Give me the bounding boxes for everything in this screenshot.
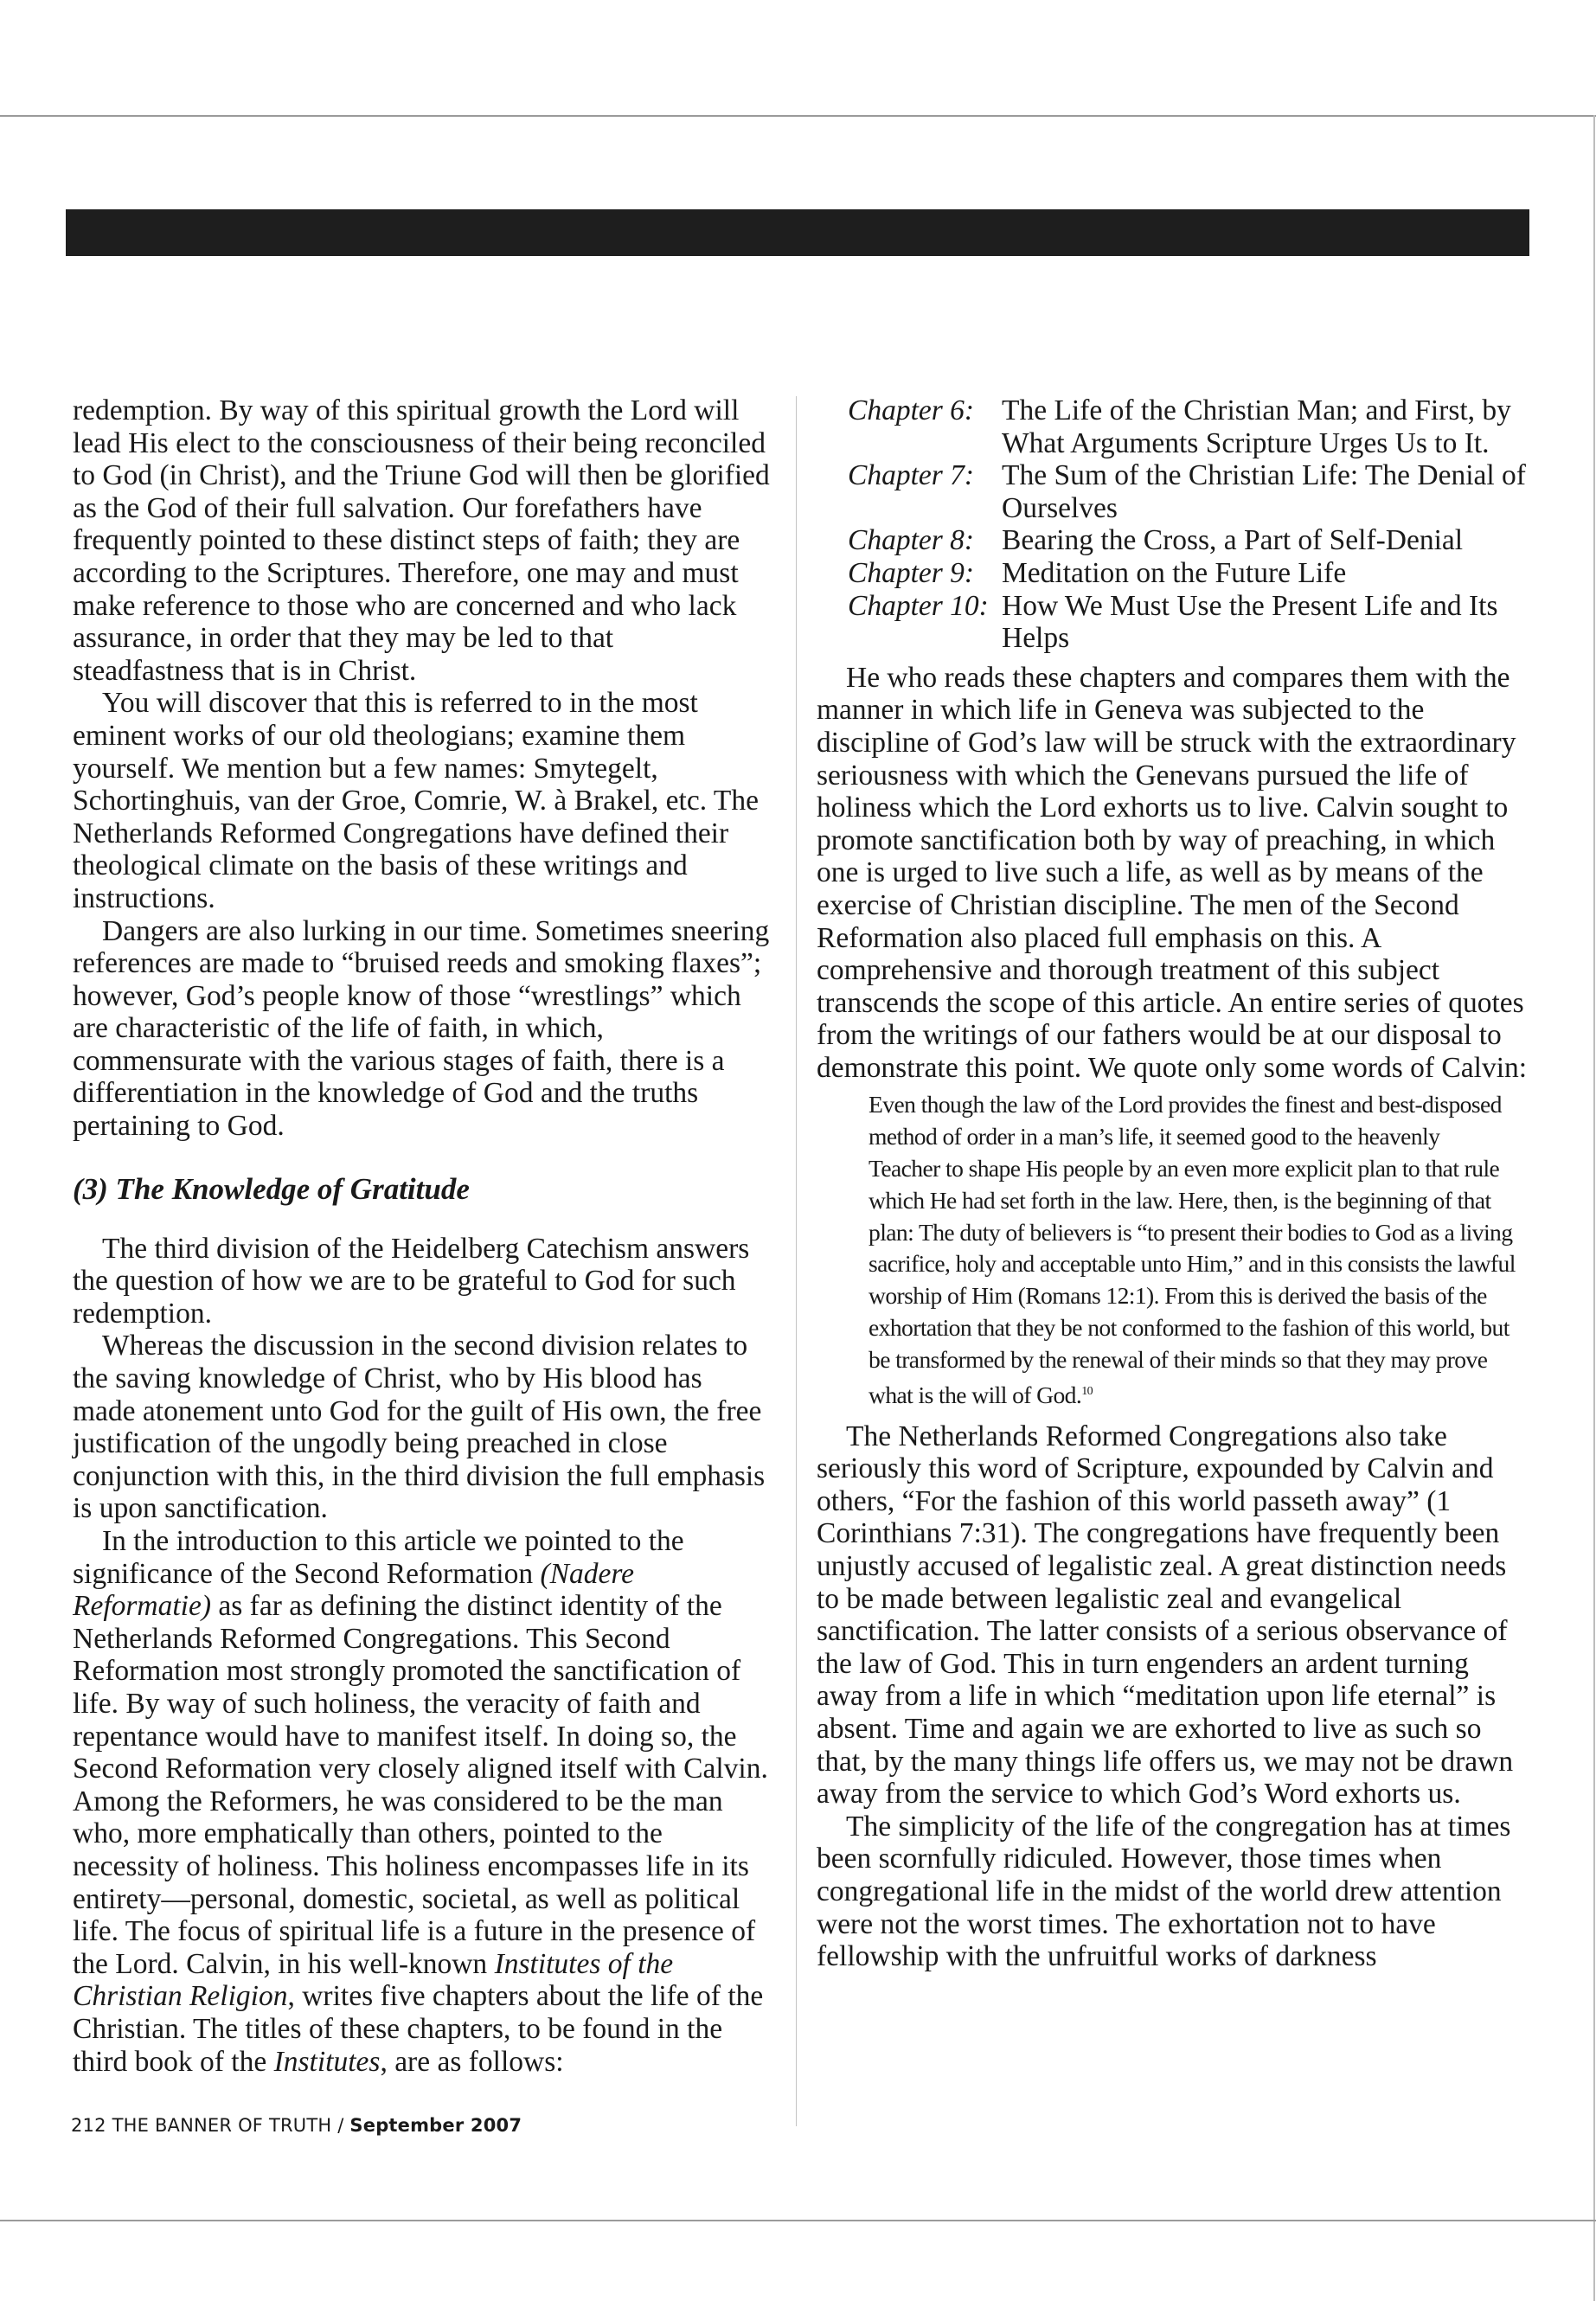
chapter-number: Chapter 10: bbox=[848, 589, 989, 622]
chapter-title: The Sum of the Christian Life: The Denial of Ourselves bbox=[1002, 459, 1526, 524]
text-run: , writes five chapters about the life of the Christian. The titles of these chapters, to be found in the third book of the bbox=[73, 1980, 764, 2078]
paragraph bbox=[73, 1525, 772, 2078]
right-column bbox=[817, 394, 1535, 1973]
publication-name: THE BANNER OF TRUTH bbox=[112, 2115, 332, 2136]
paragraph: Whereas the discussion in the second division relates to the saving knowledge of Christ, who by His blood has made atonement unto God for the guilt of His own, the free justification of the ungodly being preached in close conjunction with this, in the third division the full emphasis is upon sanctification. bbox=[73, 1330, 766, 1525]
chapter-number: Chapter 8: bbox=[848, 524, 975, 557]
book-title: Institutes of the Christian Religion bbox=[73, 1947, 674, 2013]
paragraph: The Netherlands Reformed Congregations also take seriously this word of Scripture, expounded by Calvin and others, “For the fashion of this world passeth away” (1 Corinthians 7:31). The congregations have frequently been unjustly accused of legalistic zeal. A great distinction needs to be made between legalistic zeal and evangelical sanctification. The latter consists of a serious observance of the law of God. This in turn engenders an ardent turning away from a life in which “meditation upon life eternal” is absent. Time and again we are exhorted to live as such so that, by the many things life offers us, we may not be drawn away from the service to which God’s Word exhorts us. bbox=[817, 1420, 1514, 1811]
chapter-title: How We Must Use the Present Life and Its Helps bbox=[1002, 589, 1498, 655]
footer-separator: / bbox=[337, 2115, 344, 2136]
chapter-row bbox=[848, 557, 1535, 590]
chapter-row bbox=[848, 590, 1535, 655]
paragraph: You will discover that this is referred to in the most eminent works of our old theologians; examine them yourself. We mention but a few names: Smytegelt, Schortinghuis, van der Groe, Comrie, W. à Brakel, etc. The Netherlands Reformed Congregations have defined their theological climate on the basis of these writings and instructions. bbox=[73, 687, 759, 914]
top-rule bbox=[0, 115, 1596, 117]
issue-date: September 2007 bbox=[349, 2115, 522, 2136]
chapter-row bbox=[848, 524, 1535, 557]
chapter-number: Chapter 9: bbox=[848, 556, 975, 589]
chapter-number: Chapter 7: bbox=[848, 459, 975, 492]
chapter-title: Bearing the Cross, a Part of Self-Denial bbox=[1002, 524, 1464, 557]
left-column bbox=[73, 394, 772, 2078]
text-run: as far as defining the distinct identity of the Netherlands Reformed Congregations. This Second Reformation most strongly promoted the sanctification of life. By way of such holiness, the veracity of faith and repentance would have to manifest itself. In doing so, the Second Reformation very closely aligned itself with Calvin. Among the Reformers, he was considered to be the man who, more emphatically than others, pointed to the necessity of holiness. This holiness encompasses life in its entirety—personal, domestic, societal, as well as political life. The focus of spiritual life is a future in the presence of the Lord. Calvin, in his well-known bbox=[73, 1590, 768, 1980]
paragraph: The third division of the Heidelberg Catechism answers the question of how we are to be grateful to God for such redemption. bbox=[73, 1232, 750, 1330]
quote-text: Even though the law of the Lord provides the finest and best-disposed method of order in a man’s life, it seemed good to the heavenly Teacher to shape His people by an even more explicit plan to that rule which He had set forth in the law. Here, then, is the beginning of that plan: The duty of believers is “to present their bodies to God as a living sacrifice, holy and acceptable unto Him,” and in this consists the lawful worship of Him (Romans 12:1). From this is derived the basis of the exhortation that they be not conformed to the fashion of this world, but be transformed by the renewal of their minds so that they may prove what is the will of God. bbox=[869, 1091, 1516, 1408]
section-heading: (3) The Knowledge of Gratitude bbox=[73, 1171, 470, 1206]
paragraph: He who reads these chapters and compares them with the manner in which life in Geneva was subjected to the discipline of God’s law will be struck with the extraordinary seriousness with which the Genevans pursued the life of holiness which the Lord exhorts us to live. Calvin sought to promote sanctification both by way of preaching, in which one is urged to live such a life, as well as by means of the exercise of Christian discipline. The men of the Second Reformation also placed full emphasis on this. A comprehensive and thorough treatment of this subject transcends the scope of this article. An entire series of quotes from the writings of our fathers would be at our disposal to demonstrate this point. We quote only some words of Calvin: bbox=[817, 661, 1528, 1084]
chapter-list bbox=[848, 394, 1535, 655]
chapter-number: Chapter 6: bbox=[848, 394, 975, 426]
text-run: In the introduction to this article we pointed to the significance of the Second Reformation bbox=[73, 1525, 684, 1590]
italic-term: (Nadere Reformatie) bbox=[73, 1557, 635, 1623]
page-number: 212 bbox=[71, 2115, 106, 2136]
calvin-quote bbox=[869, 1089, 1516, 1411]
bottom-rule bbox=[0, 2220, 1596, 2221]
text-run: , are as follows: bbox=[380, 2045, 564, 2078]
paragraph: Dangers are also lurking in our time. Sometimes sneering references are made to “bruised reeds and smoking flaxes”; however, God’s people know of those “wrestlings” which are characteristic of the life of faith, in which, commensurate with the various stages of faith, there is a differentiation in the knowledge of God and the truths pertaining to God. bbox=[73, 914, 770, 1143]
chapter-title: The Life of the Christian Man; and First, by What Arguments Scripture Urges Us to It. bbox=[1002, 394, 1511, 459]
column-divider bbox=[796, 396, 797, 2126]
paragraph: redemption. By way of this spiritual growth the Lord will lead His elect to the consciousness of their being reconciled to God (in Christ), and the Triune God will then be glorified as the God of their full salvation. Our forefathers have frequently pointed to these distinct steps of faith; they are according to the Scriptures. Therefore, one may and must make reference to those who are concerned and who lack assurance, in order that they may be led to that steadfastness that is in Christ. bbox=[73, 394, 770, 687]
page-footer bbox=[71, 2115, 522, 2136]
chapter-row bbox=[848, 459, 1535, 524]
page-edge bbox=[1593, 115, 1595, 2301]
paragraph: The simplicity of the life of the congregation has at times been scornfully ridiculed. However, those times when congregational life in the midst of the world drew attention were not the worst times. The exhortation not to have fellowship with the unfruitful works of darkness bbox=[817, 1810, 1511, 1973]
header-banner-bar bbox=[66, 209, 1529, 256]
chapter-title: Meditation on the Future Life bbox=[1002, 556, 1347, 589]
footnote-marker: 10 bbox=[1081, 1384, 1093, 1398]
book-title: Institutes bbox=[273, 2045, 381, 2078]
chapter-row bbox=[848, 394, 1535, 459]
